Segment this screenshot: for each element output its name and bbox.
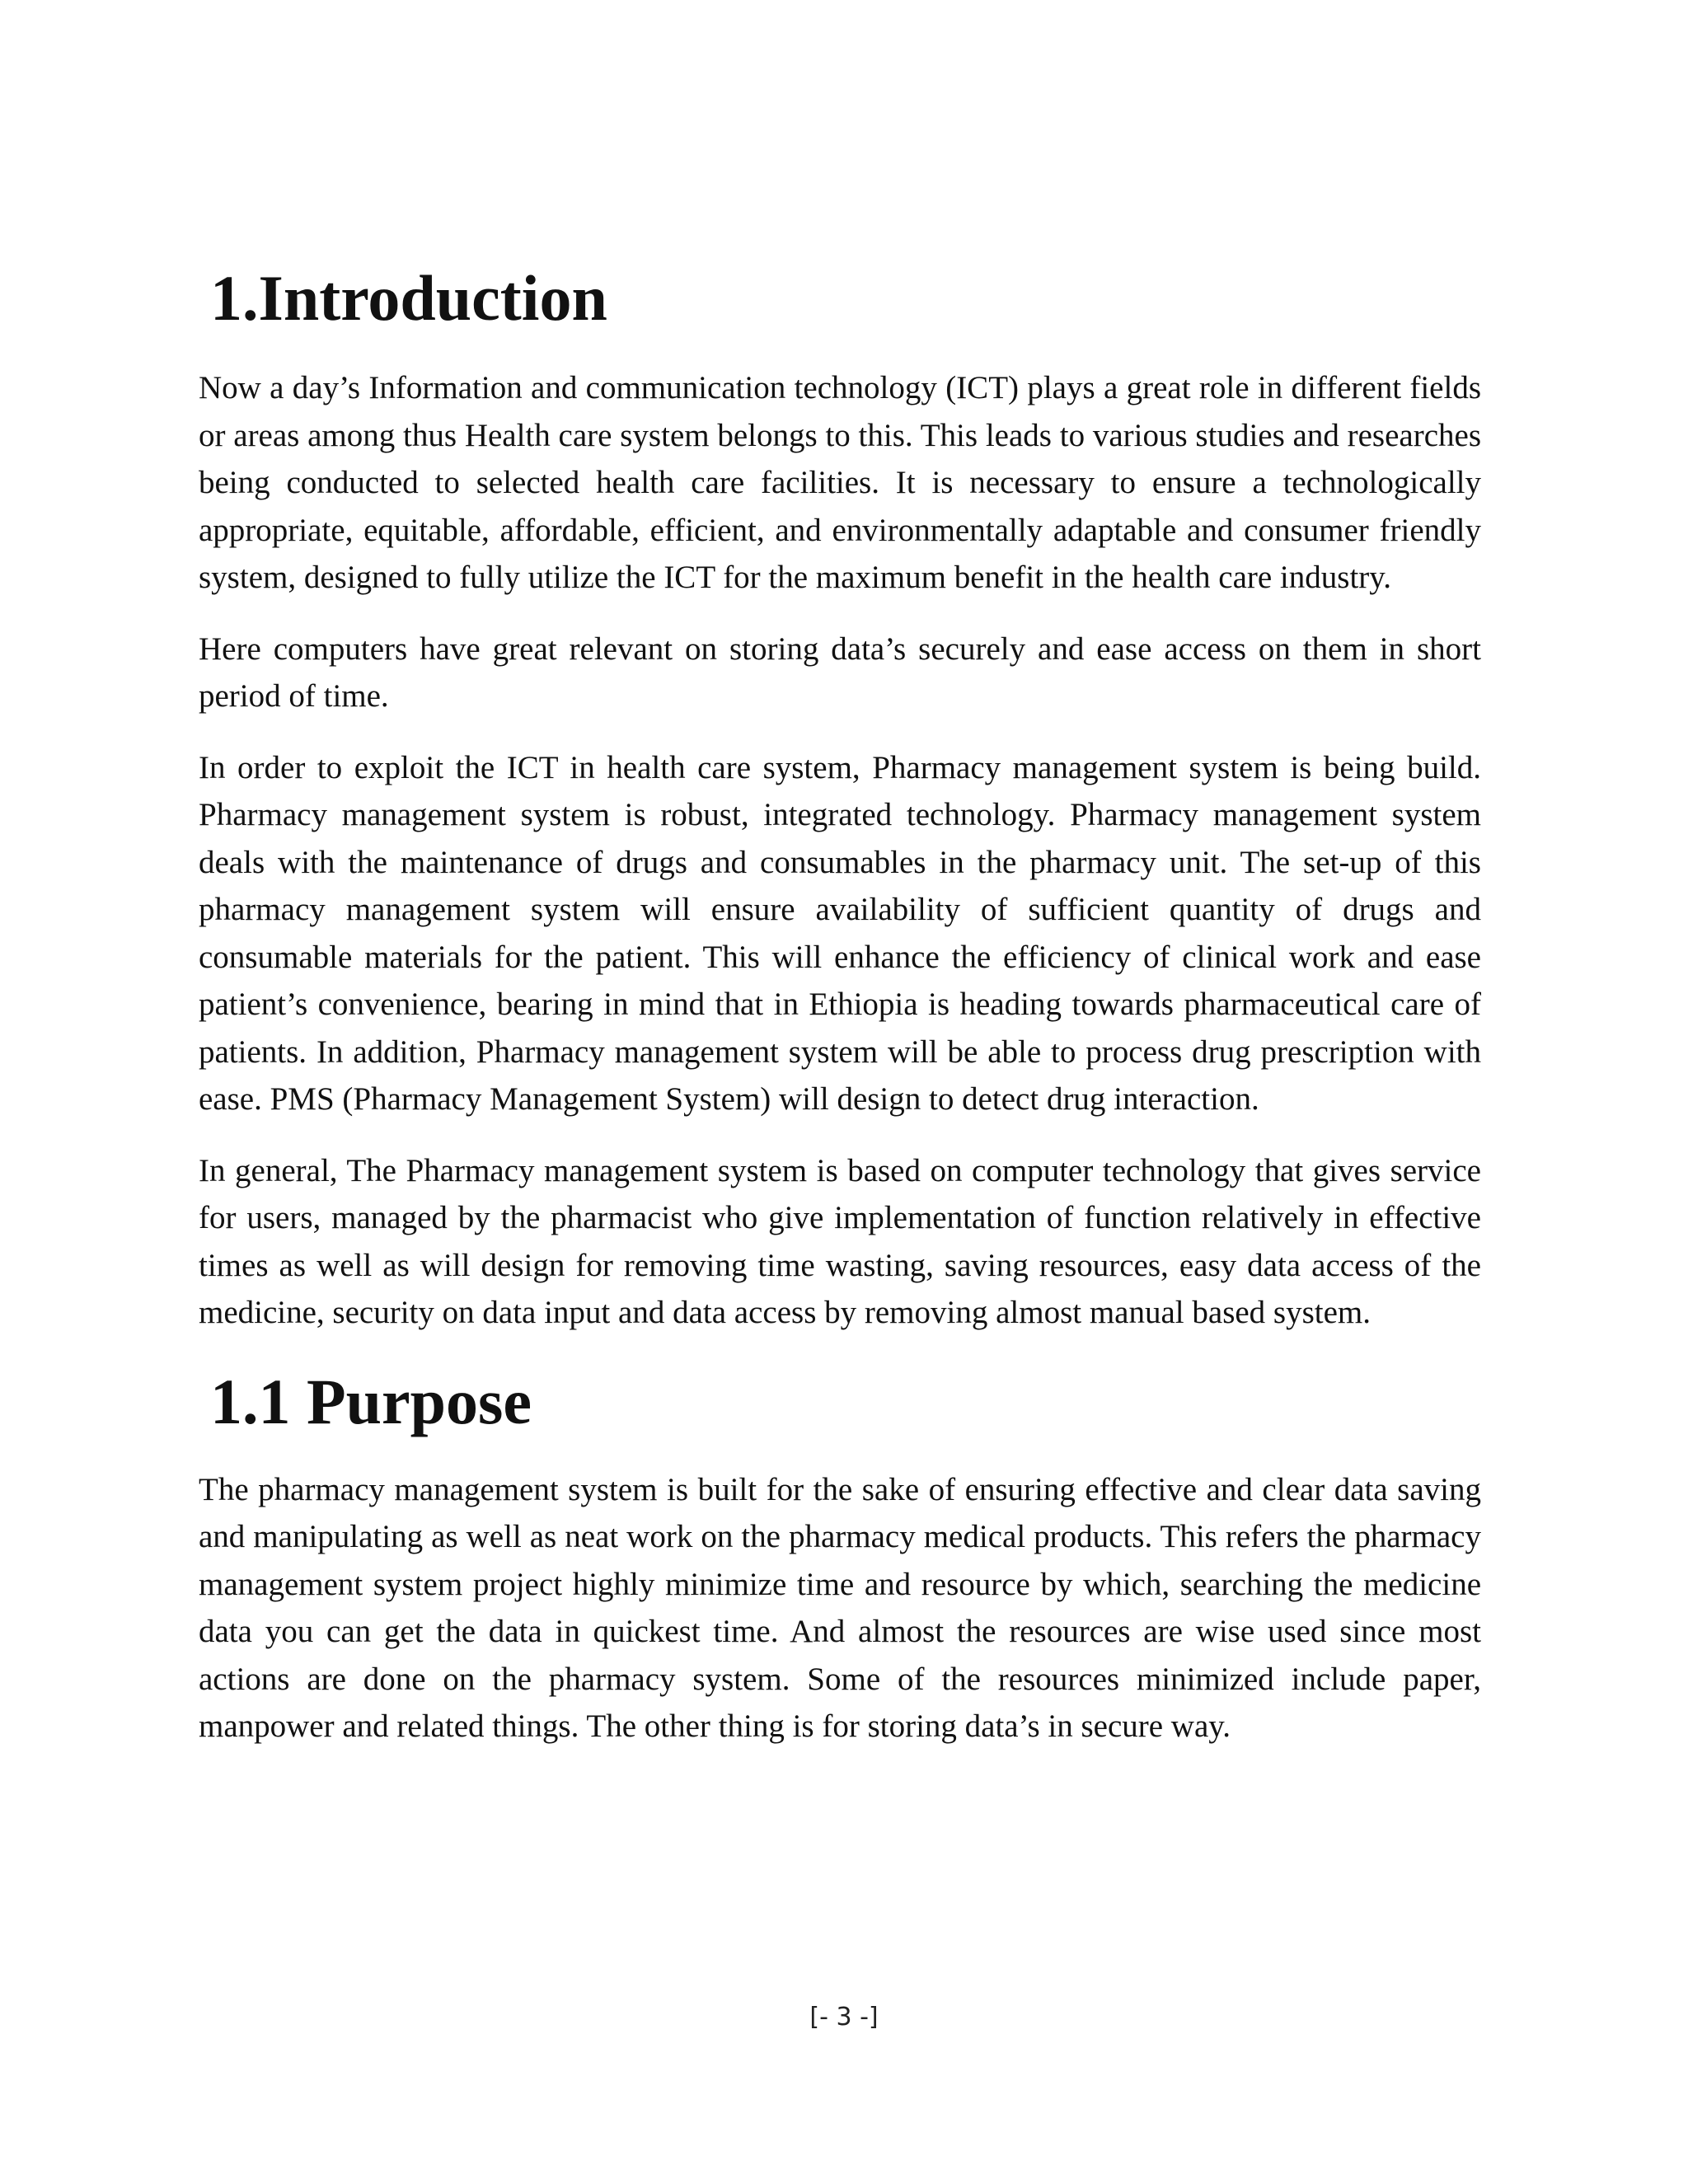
intro-paragraph-2: Here computers have great relevant on storing data’s securely and ease access on them in short period of time. <box>199 630 1481 714</box>
intro-paragraph-1: Now a day’s Information and communication technology (ICT) plays a great role in different fields or areas among thus Health care system belongs to this. This leads to various studies and researches being conducted to selected health care facilities. It is necessary to ensure a technologically appropriate, equitable, affordable, efficient, and environmentally adaptable and consumer friendly system, designed to fully utilize the ICT for the maximum benefit in the health care industry. <box>199 370 1481 595</box>
section-heading-purpose: 1.1 Purpose <box>210 1365 532 1437</box>
intro-paragraph-3: In order to exploit the ICT in health care system, Pharmacy management system is being build. Pharmacy management system is robust, integrated technology. Pharmacy management system deals with the maintenance of drugs and consumables in the pharmacy unit. The set-up of this pharmacy management system will ensure availability of sufficient quantity of drugs and consumable materials for the patient. This will enhance the efficiency of clinical work and ease patient’s convenience, bearing in mind that in Ethiopia is heading towards pharmaceutical care of patients. In addition, Pharmacy management system will be able to process drug prescription with ease. PMS (Pharmacy Management System) will design to detect drug interaction. <box>199 749 1481 1117</box>
page-content <box>199 257 1481 1774</box>
purpose-paragraph-1: The pharmacy management system is built for the sake of ensuring effective and clear data saving and manipulating as well as neat work on the pharmacy medical products. This refers the pharmacy management system project highly minimize time and resource by which, searching the medicine data you can get the data in quickest time. And almost the resources are wise used since most actions are done on the pharmacy system. Some of the resources minimized include paper, manpower and related things. The other thing is for storing data’s in secure way. <box>199 1471 1481 1744</box>
intro-paragraph-4: In general, The Pharmacy management system is based on computer technology that gives service for users, managed by the pharmacist who give implementation of function relatively in effective times as well as will design for removing time wasting, saving resources, easy data access of the medicine, security on data input and data access by removing almost manual based system. <box>199 1152 1481 1330</box>
page-number: [- 3 -] <box>809 2003 879 2032</box>
section-heading-introduction: 1.Introduction <box>210 262 607 334</box>
